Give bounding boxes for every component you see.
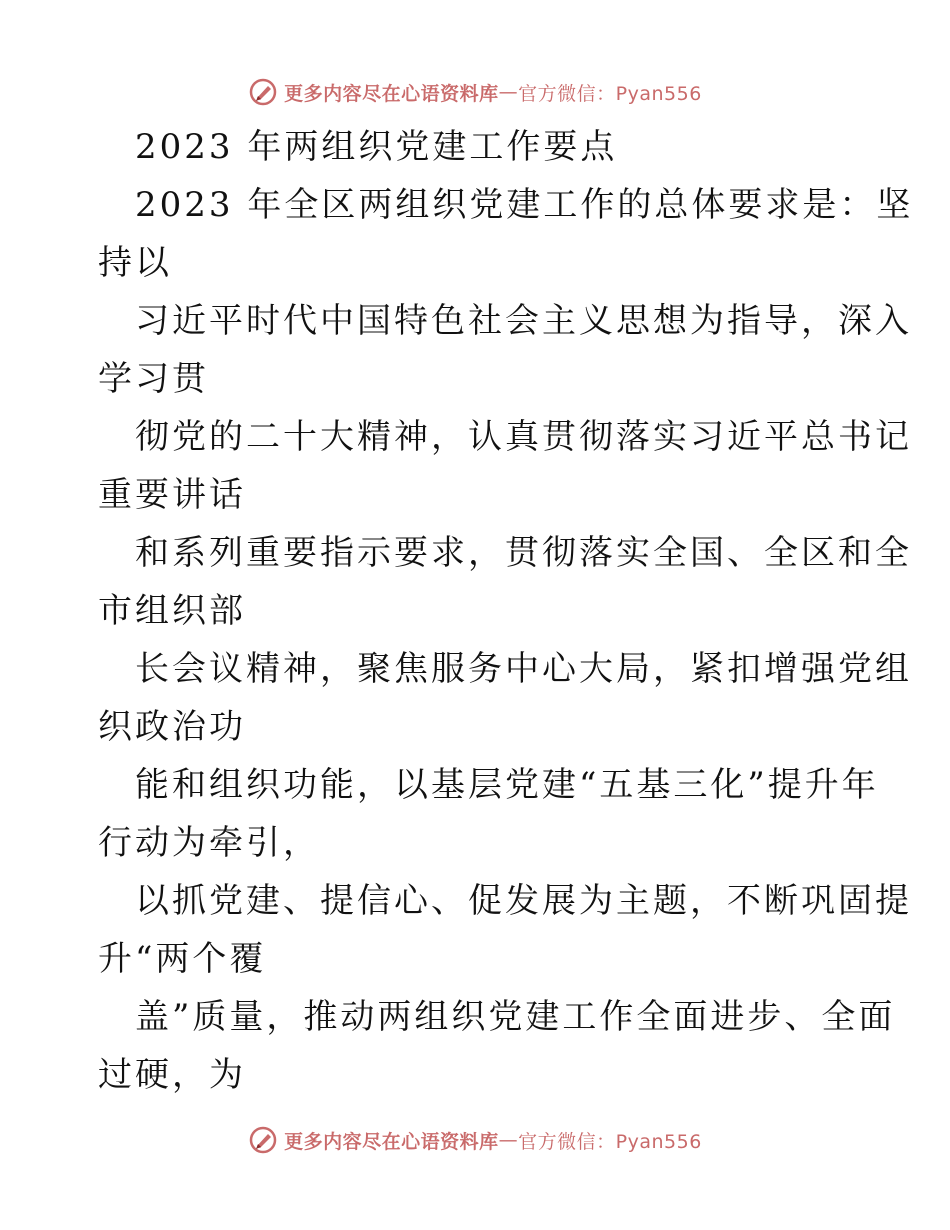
text-line: 能和组织功能，以基层党建“五基三化”提升年 bbox=[135, 765, 879, 805]
watermark-brand: 更多内容尽在心语资料库 bbox=[284, 82, 499, 105]
watermark-wechat: 官方微信：Pyan556 bbox=[518, 82, 702, 105]
text-line: 学习贯 bbox=[98, 359, 209, 399]
text-line: 2023 年全区两组织党建工作的总体要求是：坚 bbox=[135, 185, 914, 225]
pen-logo-icon bbox=[248, 1125, 278, 1155]
header-watermark bbox=[0, 72, 950, 112]
text-line: 彻党的二十大精神，认真贯彻落实习近平总书记 bbox=[135, 417, 912, 457]
pen-logo-icon bbox=[248, 77, 278, 107]
footer-watermark bbox=[0, 1120, 950, 1160]
text-line: 习近平时代中国特色社会主义思想为指导，深入 bbox=[135, 301, 912, 341]
watermark-brand: 更多内容尽在心语资料库 bbox=[284, 1130, 499, 1153]
text-line: 行动为牵引， bbox=[98, 823, 320, 863]
text-line: 过硬，为 bbox=[98, 1055, 246, 1095]
text-line: 持以 bbox=[98, 243, 172, 283]
watermark-wechat: 官方微信：Pyan556 bbox=[518, 1130, 702, 1153]
text-line: 长会议精神，聚焦服务中心大局，紧扣增强党组 bbox=[135, 649, 912, 689]
watermark-separator: — bbox=[498, 1129, 519, 1151]
text-line: 和系列重要指示要求，贯彻落实全国、全区和全 bbox=[135, 533, 912, 573]
watermark-separator: — bbox=[498, 81, 519, 103]
text-line: 重要讲话 bbox=[98, 475, 246, 515]
text-line: 市组织部 bbox=[98, 591, 246, 631]
document-title: 2023 年两组织党建工作要点 bbox=[135, 127, 618, 167]
text-line: 升“两个覆 bbox=[98, 939, 267, 979]
text-line: 以抓党建、提信心、促发展为主题，不断巩固提 bbox=[135, 881, 912, 921]
text-line: 盖”质量，推动两组织党建工作全面进步、全面 bbox=[135, 997, 896, 1037]
text-line: 织政治功 bbox=[98, 707, 246, 747]
